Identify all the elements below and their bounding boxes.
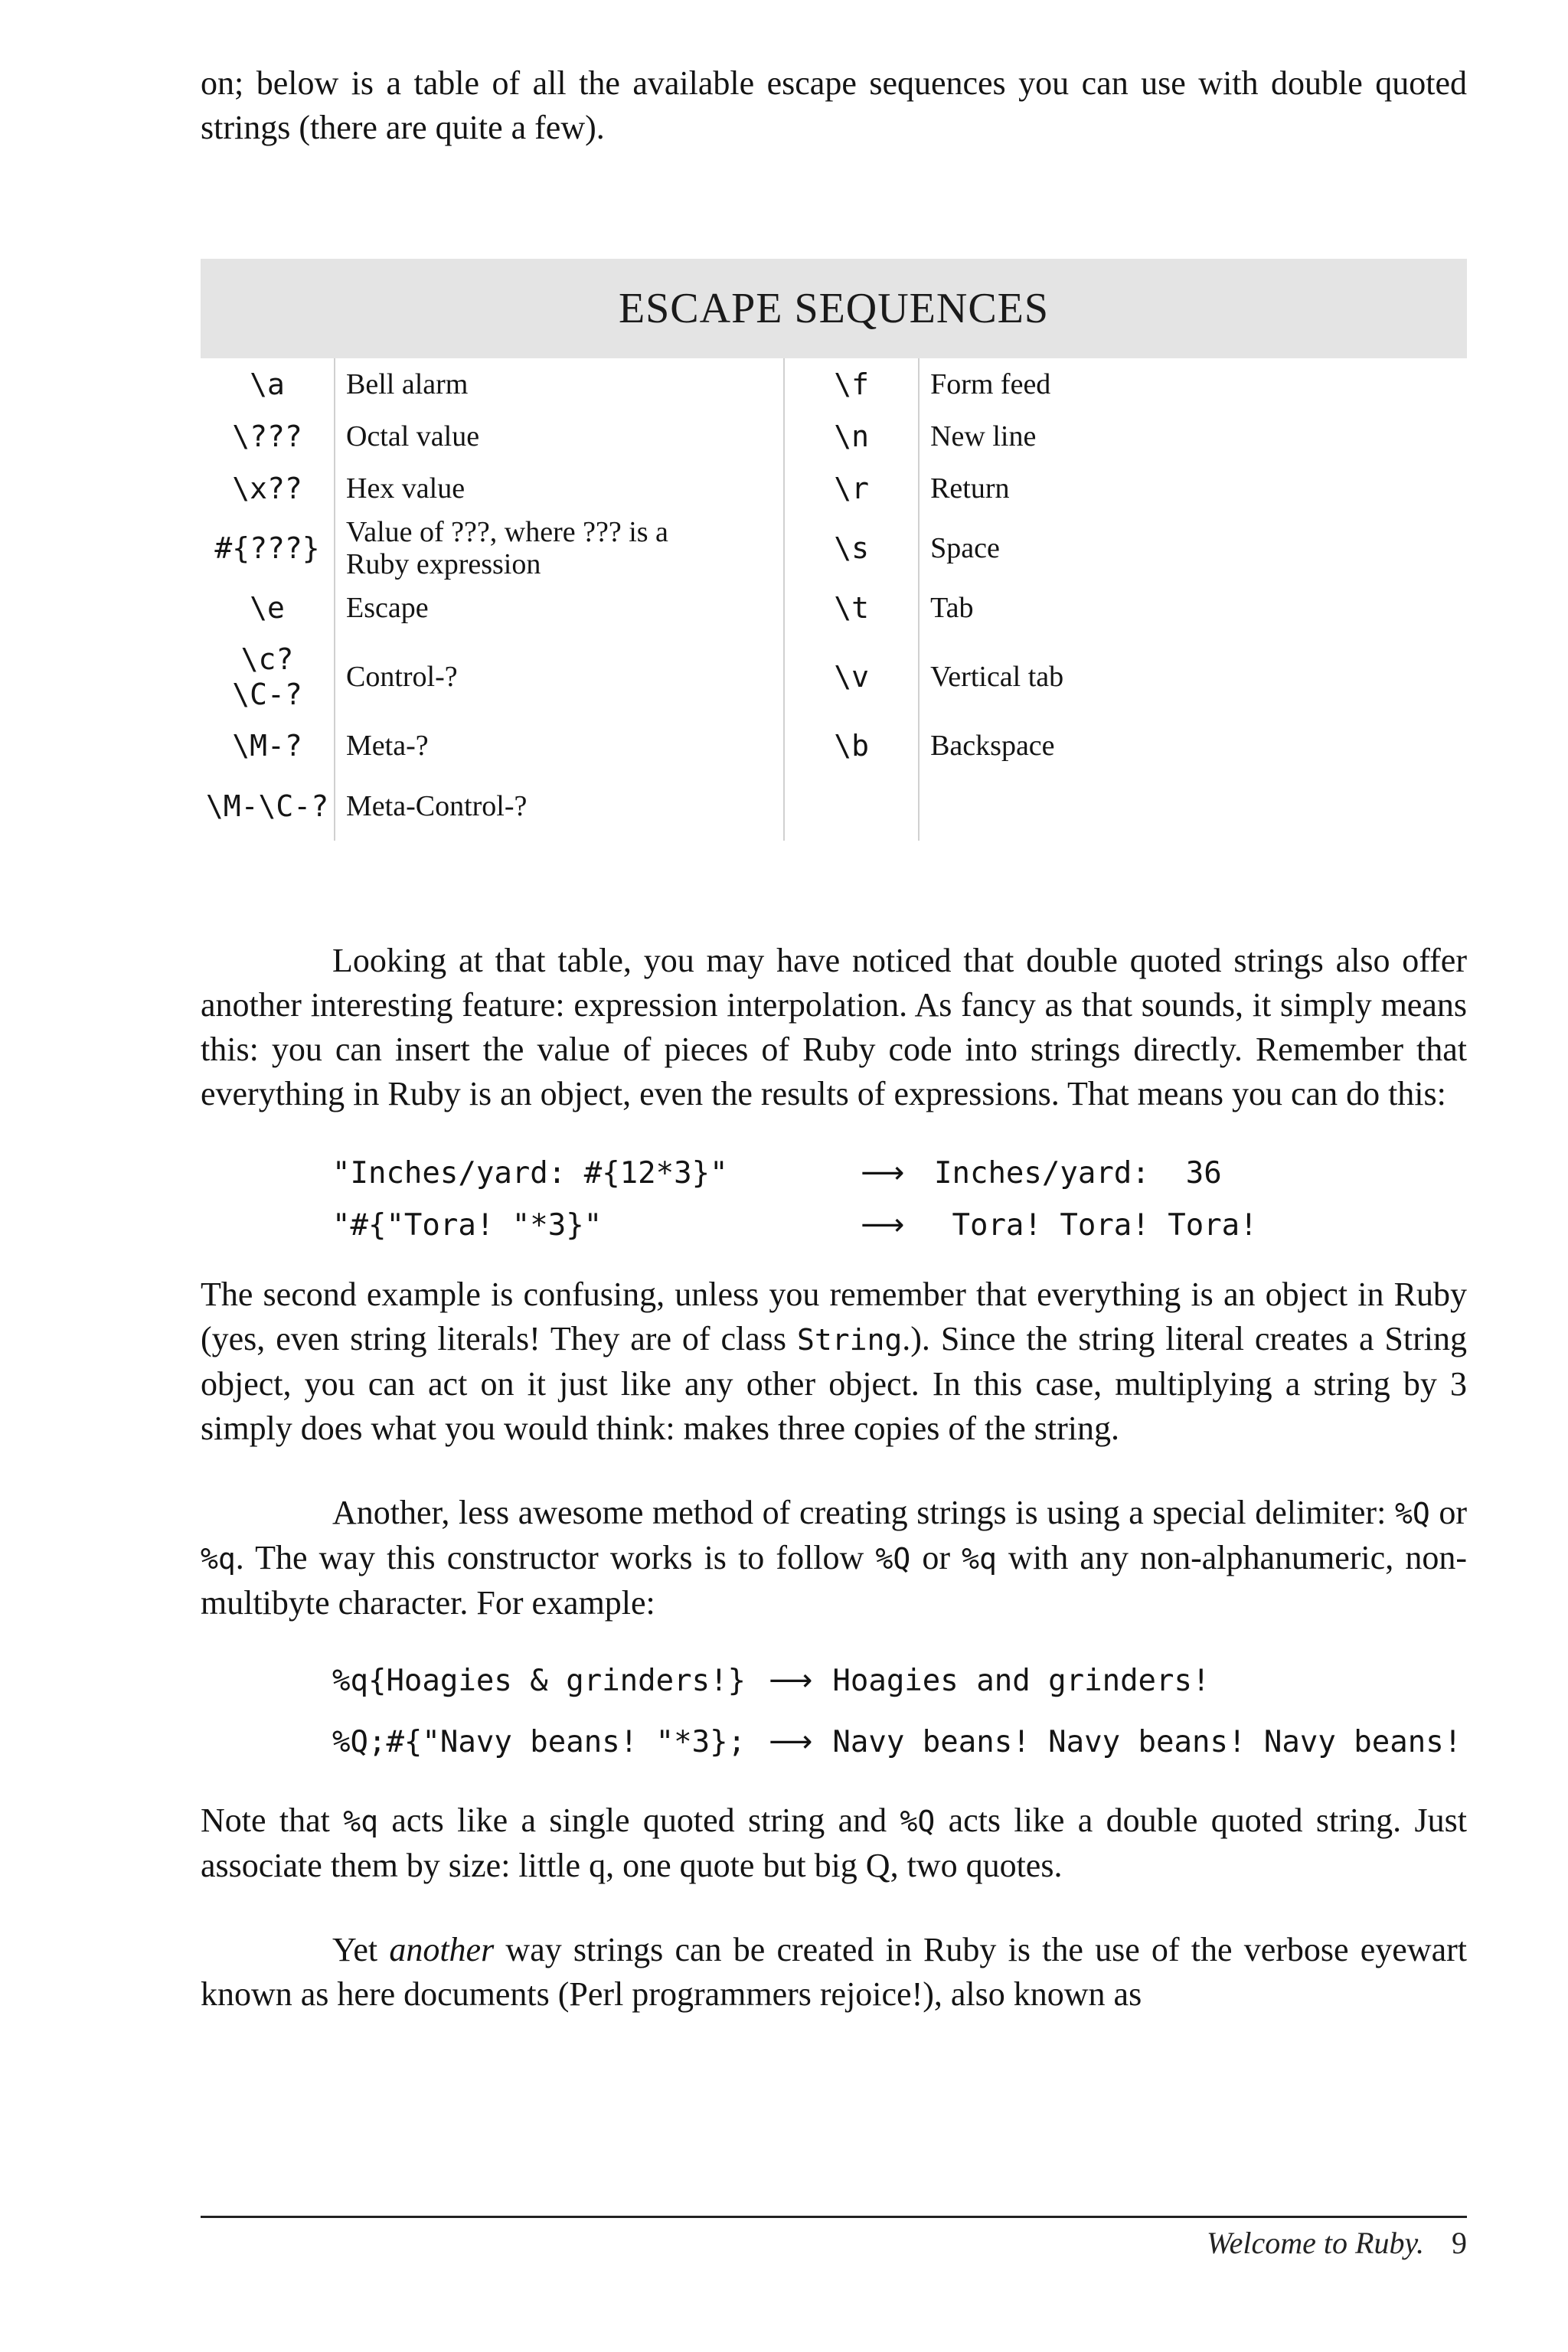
escape-code: \n [785,410,920,462]
code-expression: "Inches/yard: #{12*3}" [332,1155,728,1191]
escape-code: \a [201,358,335,410]
escape-desc: Form feed [930,368,1051,400]
escape-code: \r [785,462,920,514]
escape-code: \b [785,720,920,772]
emphasis: another [389,1931,495,1968]
text-run: Note that [201,1802,344,1839]
page-content [201,61,1467,2017]
escape-code: \f [785,358,920,410]
escape-desc: Return [930,472,1010,505]
escape-desc: Bell alarm [346,368,469,400]
escape-desc: Control-? [346,661,458,693]
escape-desc: Vertical tab [930,661,1064,693]
code-result: Inches/yard: 36 [934,1155,1222,1191]
footer-divider [201,2216,1467,2218]
code-example [332,1199,1467,1251]
escape-desc: Escape [346,592,429,624]
escape-desc: New line [930,420,1037,452]
escape-code: \M-\C-? [201,772,335,841]
inline-code: %Q [900,1805,936,1838]
code-expression: "#{"Tora! "*3}" [332,1207,603,1243]
code-example [332,1650,1467,1711]
escape-desc: Backspace [930,730,1055,762]
arrow-icon: ⟶ [769,1724,813,1759]
text-run: or [1429,1494,1467,1531]
escape-desc [920,772,1467,841]
escape-code: \c? \C-? [201,634,335,720]
running-title: Welcome to Ruby. [1206,2226,1424,2260]
table-right-column [785,358,1467,841]
escape-desc: Tab [930,592,974,624]
escape-desc: Meta-Control-? [346,790,528,822]
escape-code [785,772,920,841]
inline-code: %q [343,1805,379,1838]
text-run: . The way this constructor works is to follow [235,1539,876,1576]
interpolation-examples [332,1147,1467,1251]
delimiter-examples [332,1650,1467,1772]
escape-code: \s [785,514,920,582]
text-run: Another, less awesome method of creating strings is using a special delimiter: [332,1494,1395,1531]
here-documents-paragraph [201,1928,1467,2017]
escape-code: #{???} [201,514,335,582]
interpolation-paragraph: Looking at that table, you may have noticed that double quoted strings also offer another interesting feature: expression interpolation. As fancy as that sounds, it simply means this: you can insert the value of pieces of Ruby code into strings directly. Remember that everything in Ruby is an object, even the results of expressions. That means you can do this: [201,942,1467,1112]
text-run: The second example is confusing, unless you remember that everything is an object in Ruby (yes, even string literals! They are of class [201,1276,1467,1357]
code-example [332,1711,1467,1772]
escape-desc: Meta-? [346,730,429,762]
table-left-column [201,358,785,841]
escape-code: \e [201,582,335,634]
arrow-icon: ⟶ [769,1663,813,1698]
code-expression: %q{Hoagies & grinders!} [332,1663,746,1698]
escape-code: \??? [201,410,335,462]
code-result: Navy beans! Navy beans! Navy beans! [832,1724,1462,1759]
string-literal-paragraph [201,1272,1467,1451]
escape-desc: Space [930,532,1000,564]
escape-desc: Hex value [346,472,466,505]
code-example [332,1147,1467,1199]
inline-code: %q [962,1542,997,1576]
text-run: way strings can be created in Ruby is the use of the verbose eyewart known as here documents (Perl programmers rejoice!), also known as [201,1931,1468,2013]
arrow-icon: ⟶ [861,1155,905,1191]
intro-paragraph: on; below is a table of all the available escape sequences you can use with double quoted strings (there are quite a few). [201,64,1467,146]
text-run: Yet [332,1931,390,1968]
delimiter-paragraph [201,1491,1467,1625]
escape-code: \M-? [201,720,335,772]
escape-desc: Octal value [346,420,480,452]
code-result: Tora! Tora! Tora! [934,1207,1258,1243]
escape-desc: Value of ???, where ??? is a Ruby expression [346,516,668,580]
code-expression: %Q;#{"Navy beans! "*3}; [332,1724,746,1759]
arrow-icon: ⟶ [861,1207,905,1243]
inline-code: %Q [1394,1497,1430,1530]
escape-code: \t [785,582,920,634]
text-run: or [910,1539,962,1576]
escape-sequences-table [201,259,1467,841]
quote-size-paragraph [201,1798,1467,1888]
page-number: 9 [1452,2226,1467,2260]
inline-code: %Q [875,1542,911,1576]
text-run: .). Since the string literal creates a String object, you can act on it just like any other object. In this case, multiplying a string by 3 simply does what you would think: makes three copies of the string. [201,1320,1467,1447]
text-run: with any non-alphanumeric, non-multibyte character. For example: [201,1539,1467,1622]
text-run: acts like a double quoted string. Just associate them by size: little q, one quote but big Q, two quotes. [201,1802,1467,1884]
code-result: Hoagies and grinders! [832,1663,1210,1698]
table-title: ESCAPE SEQUENCES [201,259,1467,358]
inline-code: %q [201,1542,236,1576]
text-run: acts like a single quoted string and [378,1802,900,1839]
escape-code: \v [785,634,920,720]
escape-code: \x?? [201,462,335,514]
page-footer [201,2225,1467,2261]
inline-code: String [796,1323,903,1357]
